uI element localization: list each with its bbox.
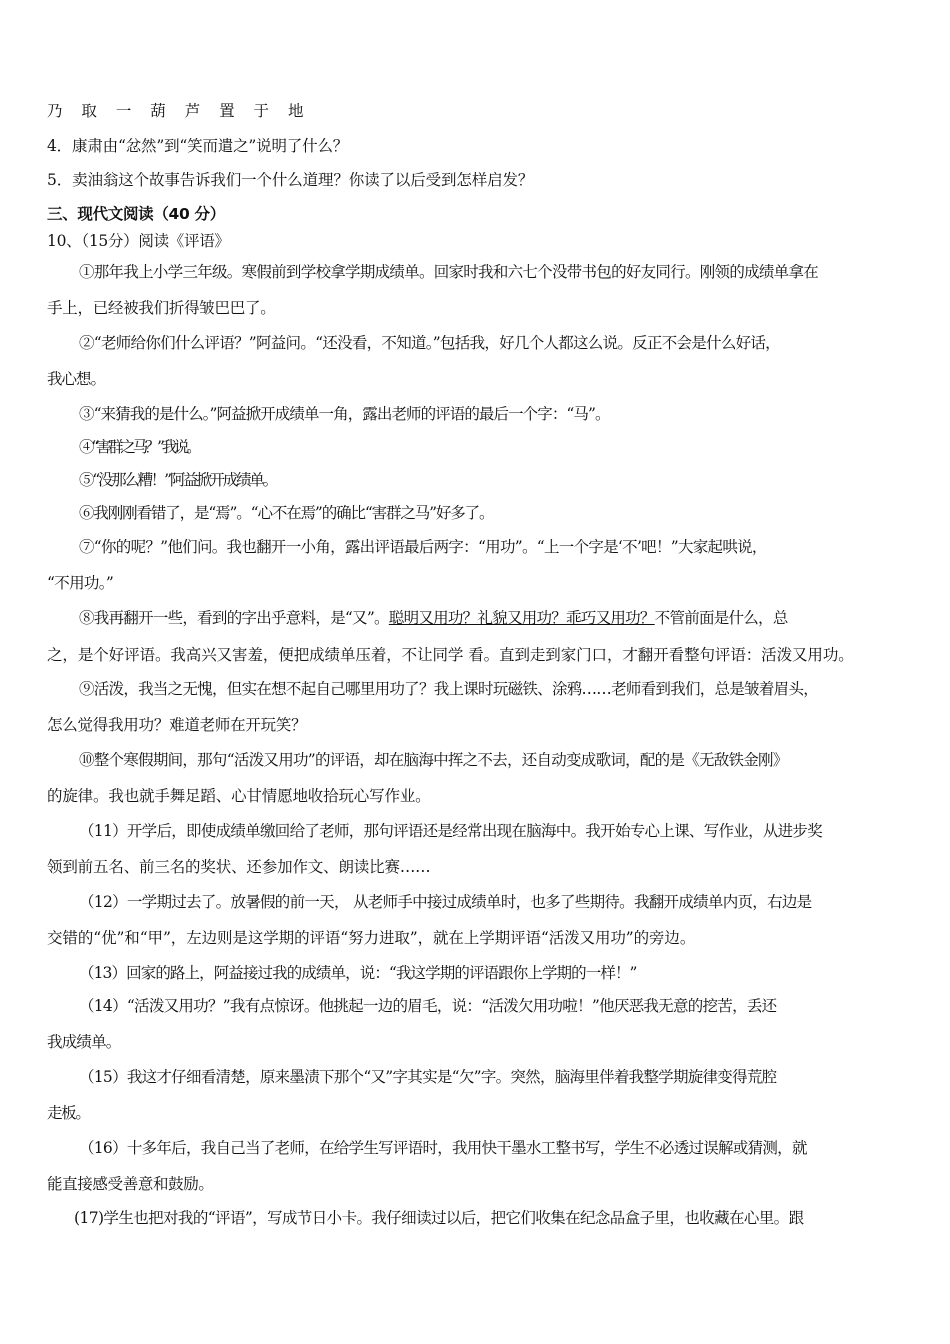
paragraph-2-line-1: ②“老师给你们什么评语？”阿益问。“还没看，不知道。”包括我，好几个人都这么说。反正不会是什么好话， [79, 334, 780, 352]
paragraph-8-tail: 不管前面是什么，总 [654, 609, 788, 627]
paragraph-1-line-1: ①那年我上小学三年级。寒假前到学校拿学期成绩单。回家时我和六七个没带书包的好友同行。刚领的成绩单拿在 [79, 263, 819, 281]
paragraph-6: ⑥我刚刚看错了，是“焉”。“心不在焉”的确比“害群之马”好多了。 [79, 504, 494, 522]
paragraph-2-line-2: 我心想。 [47, 370, 106, 388]
paragraph-8-underlined: 聪明又用功？礼貌又用功？乖巧又用功？ [388, 609, 655, 627]
section-heading: 三、现代文阅读（40 分） [47, 205, 225, 223]
reading-task-title: 10、（15分）阅读《评语》 [47, 232, 230, 250]
paragraph-15-line-1: （15）我这才仔细看清楚，原来墨渍下那个“又”字其实是“欠”字。突然，脑海里伴着我整学期旋律变得荒腔 [79, 1068, 777, 1086]
paragraph-10-line-2: 的旋律。我也就手舞足蹈、心甘情愿地收拾玩心写作业。 [47, 787, 431, 805]
paragraph-12-line-2: 交错的“优”和“甲”，左边则是这学期的评语“努力进取”，就在上学期评语“活泼又用功”的旁边。 [47, 929, 696, 947]
question-5: 5．卖油翁这个故事告诉我们一个什么道理？你读了以后受到怎样启发？ [47, 171, 534, 189]
paragraph-8-line-1 [79, 608, 939, 628]
paragraph-1-line-2: 手上，已经被我们折得皱巴巴了。 [47, 299, 276, 317]
paragraph-17-line-1: (17)学生也把对我的“评语”，写成节日小卡。我仔细读过以后，把它们收集在纪念品盒子里，也收藏在心里。跟 [74, 1209, 804, 1227]
paragraph-15-line-2: 走板。 [47, 1104, 90, 1122]
classical-text-fragment: 乃 取 一 葫 芦 置 于 地 [47, 102, 311, 120]
paragraph-14-line-2: 我成绩单。 [47, 1033, 121, 1051]
paragraph-16-line-2: 能直接感受善意和鼓励。 [47, 1175, 214, 1193]
paragraph-3: ③“来猜我的是什么。”阿益掀开成绩单一角，露出老师的评语的最后一个字：“马”。 [79, 405, 610, 423]
paragraph-9-line-1: ⑨活泼，我当之无愧，但实在想不起自己哪里用功了？我上课时玩磁铁、涂鸦……老师看到我们，总是皱着眉头， [79, 680, 819, 698]
paragraph-10-line-1: ⑩整个寒假期间，那句“活泼又用功”的评语，却在脑海中挥之不去，还自动变成歌词，配的是《无敌铁金刚》 [79, 751, 788, 769]
paragraph-7-line-1: ⑦“你的呢？”他们问。我也翻开一小角，露出评语最后两字：“用功”。“上一个字是‘不’吧！”大家起哄说， [79, 538, 767, 556]
paragraph-13: （13）回家的路上，阿益接过我的成绩单，说：“我这学期的评语跟你上学期的一样！” [79, 964, 637, 982]
paragraph-14-line-1: （14）“活泼又用功？”我有点惊讶。他挑起一边的眉毛，说：“活泼欠用功啦！”他厌恶我无意的挖苦，丢还 [79, 997, 777, 1015]
paragraph-8-line-2: 之，是个好评语。我高兴又害羞，便把成绩单压着，不让同学 看。直到走到家门口，才翻开看整句评语：活泼又用功。 [47, 646, 854, 664]
paragraph-12-line-1: （12）一学期过去了。放暑假的前一天， 从老师手中接过成绩单时，也多了些期待。我翻开成绩单内页，右边是 [79, 893, 812, 911]
paragraph-7-line-2: “不用功。” [47, 574, 114, 592]
question-4: 4．康肃由“忿然”到“笑而遣之”说明了什么？ [47, 137, 349, 155]
paragraph-11-line-2: 领到前五名、前三名的奖状、还参加作文、朗读比赛…… [47, 858, 431, 876]
paragraph-11-line-1: （11）开学后，即使成绩单缴回给了老师，那句评语还是经常出现在脑海中。我开始专心上课、写作业，从进步奖 [79, 822, 823, 840]
paragraph-8-lead: ⑧我再翻开一些，看到的字出乎意料，是“又”。 [79, 609, 389, 627]
paragraph-9-line-2: 怎么觉得我用功？难道老师在开玩笑？ [47, 716, 307, 734]
paragraph-16-line-1: （16）十多年后，我自己当了老师，在给学生写评语时，我用快干墨水工整书写，学生不必透过误解或猜测，就 [79, 1139, 807, 1157]
paragraph-5: ⑤“没那么糟！”阿益掀开成绩单。 [79, 471, 276, 489]
paragraph-4: ④“害群之马？”我说。 [79, 438, 199, 456]
